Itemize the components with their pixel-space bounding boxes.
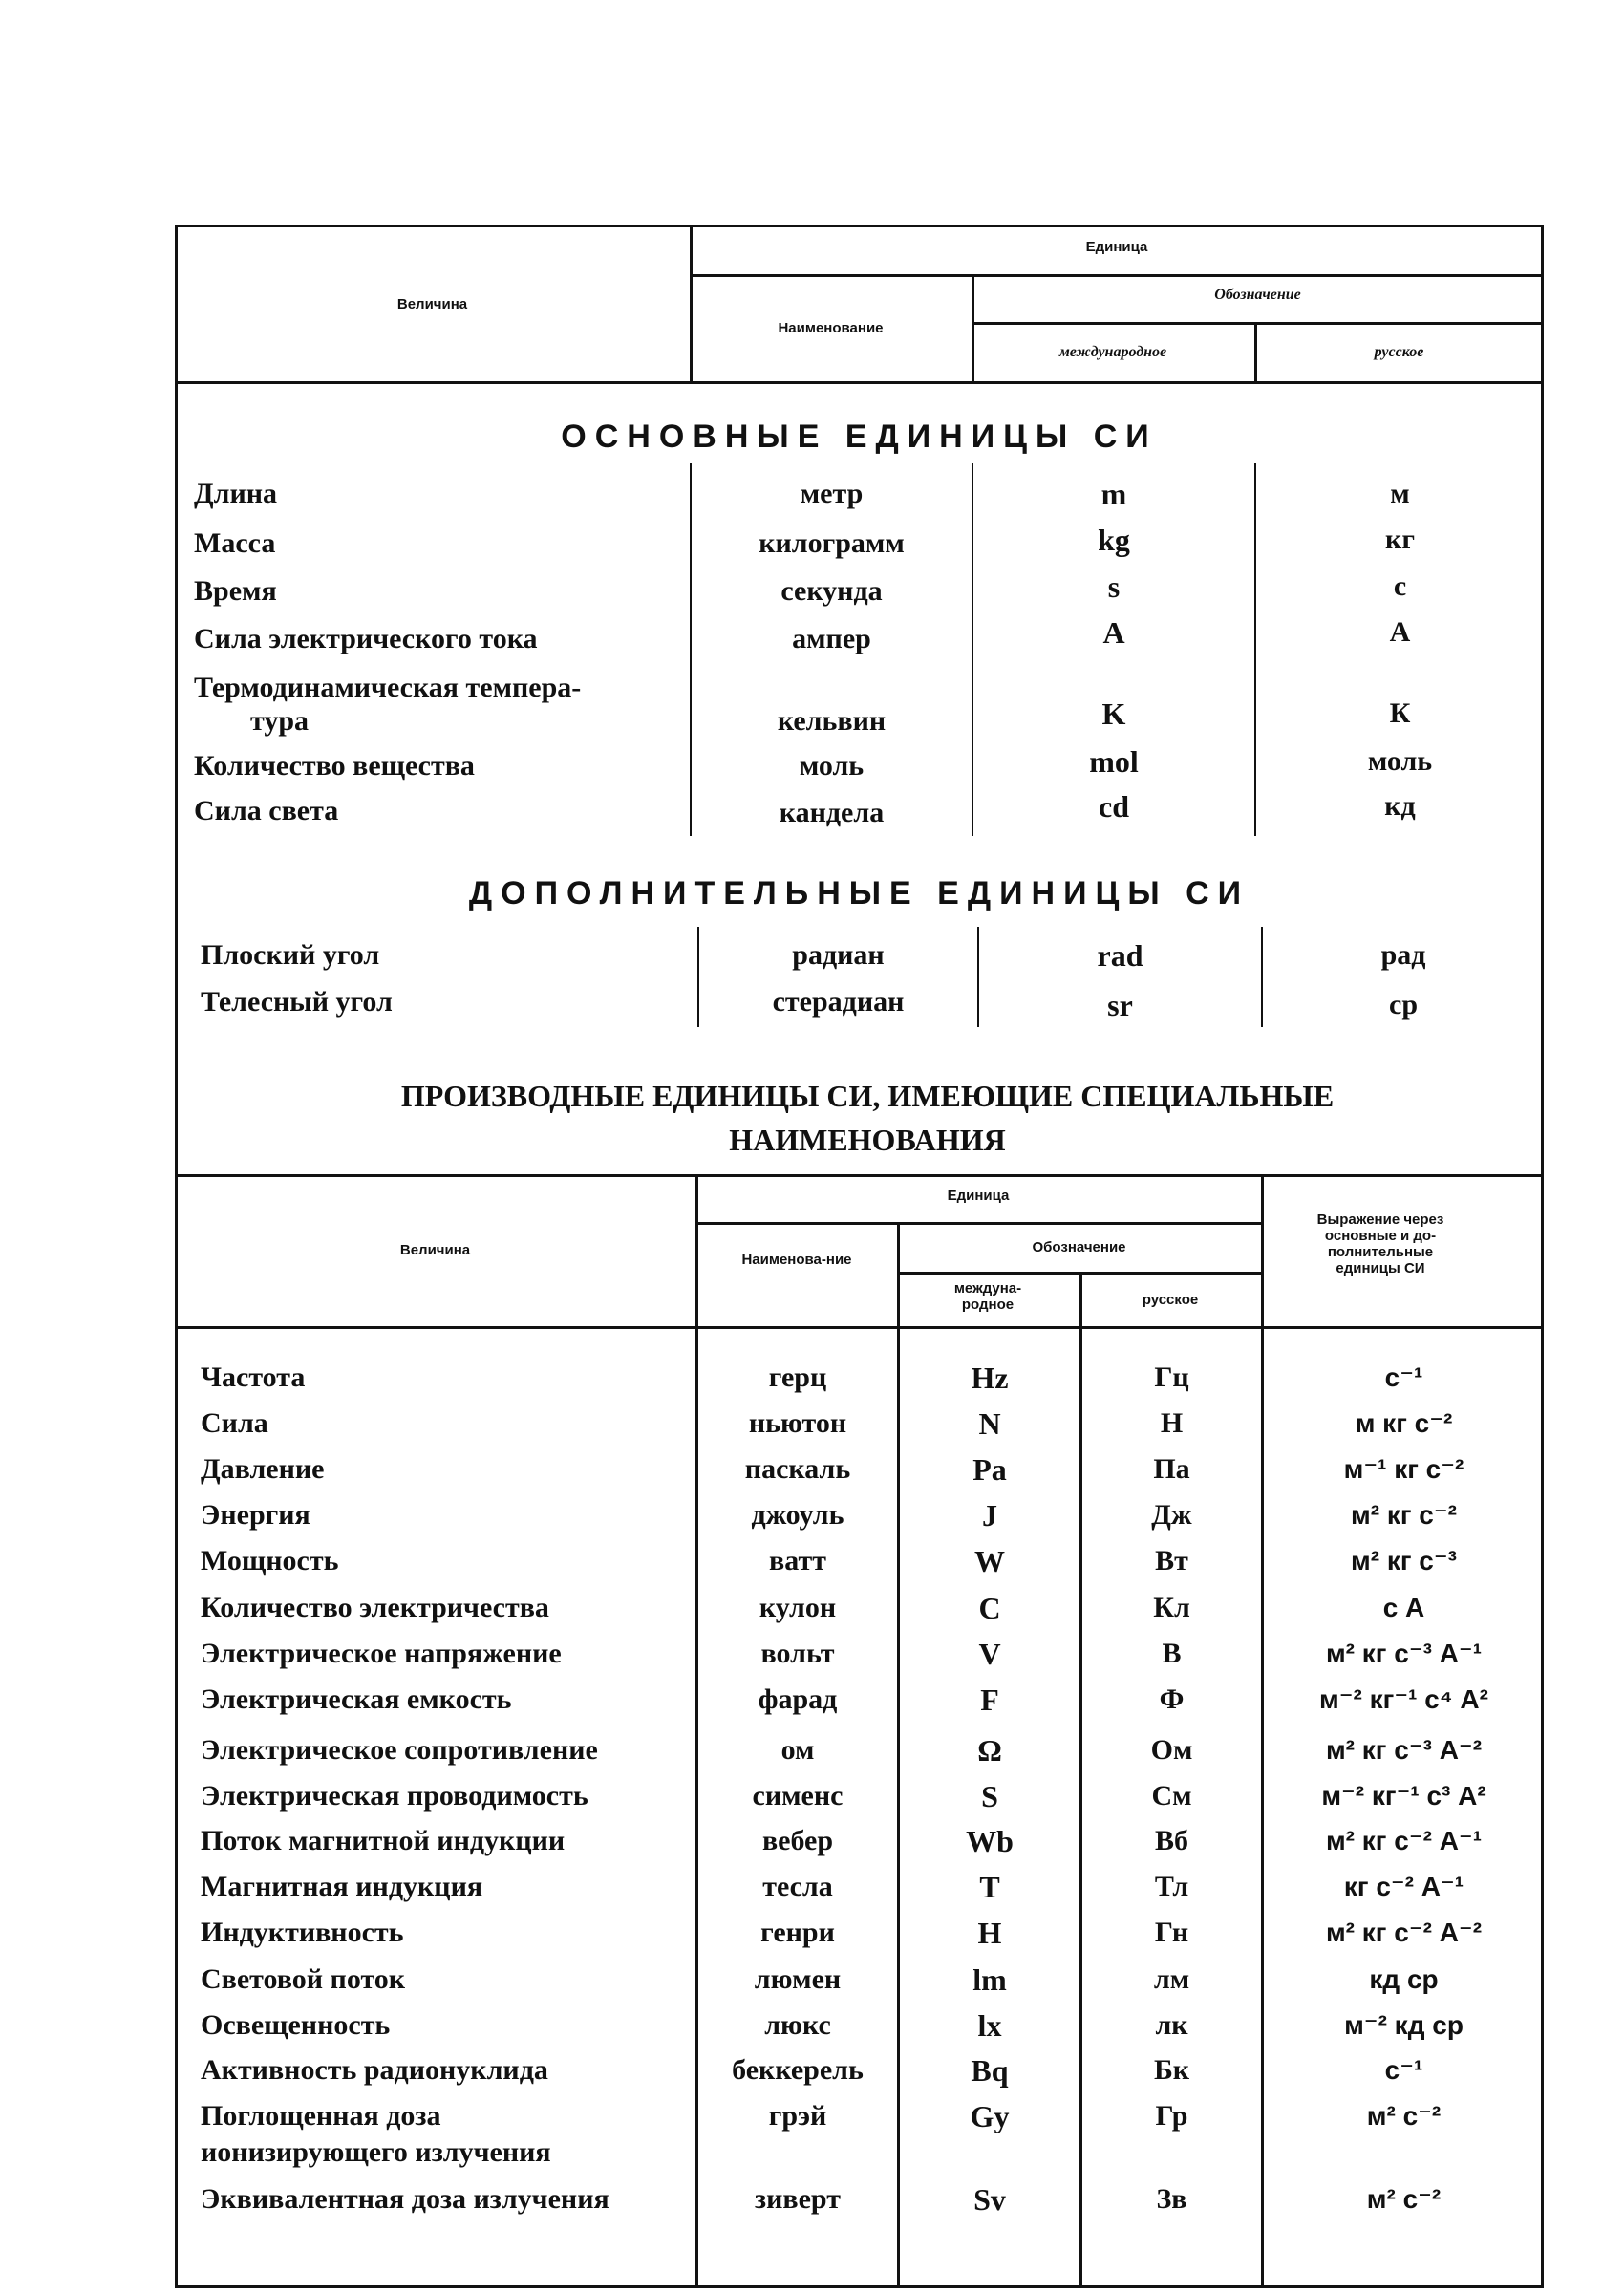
derived-row-expr: м² с⁻²: [1366, 2184, 1442, 2214]
header1-international: международное: [1058, 344, 1167, 360]
derived-row-intl: S: [981, 1779, 998, 1813]
derived-row-intl: T: [979, 1870, 1000, 1904]
derived-row-intl: C: [978, 1591, 1001, 1625]
derived-row-intl: N: [978, 1406, 1001, 1441]
derived-row-rus: Гц: [1154, 1361, 1189, 1393]
header2-russian: русское: [1142, 1292, 1199, 1308]
derived-row-name: сименс: [752, 1780, 844, 1812]
derived-row-expr: кд ср: [1369, 1964, 1439, 1994]
base-row-intl: s: [1107, 569, 1121, 604]
section-derived-title-line2: НАИМЕНОВАНИЯ: [729, 1123, 1006, 1157]
base-row-name: моль: [799, 750, 865, 782]
derived-row-expr: м⁻² кд ср: [1344, 2010, 1464, 2040]
supp-row-quantity: Плоский угол: [201, 939, 380, 971]
derived-row-expr: м² кг с⁻²: [1351, 1500, 1457, 1530]
header1-symbol: Обозначение: [1214, 287, 1301, 303]
base-row-rus: с: [1393, 570, 1407, 602]
derived-row-expr: м² кг с⁻³: [1351, 1546, 1457, 1576]
header1-name: Наименование: [778, 320, 884, 336]
derived-row-expr: м² кг с⁻² А⁻²: [1325, 1918, 1483, 1947]
derived-row-expr: м² кг с⁻² А⁻¹: [1325, 1826, 1483, 1855]
derived-row-rus: Бк: [1153, 2054, 1190, 2086]
base-row-intl: kg: [1098, 523, 1130, 557]
derived-row-expr: м⁻¹ кг с⁻²: [1343, 1454, 1464, 1484]
derived-row-expr: с⁻¹: [1384, 1362, 1423, 1392]
header1-russian: русское: [1374, 344, 1424, 360]
derived-row-quantity: Активность радионуклида: [201, 2054, 548, 2086]
derived-row-quantity: Световой поток: [201, 1963, 406, 1995]
derived-row-rus: Па: [1153, 1453, 1190, 1485]
derived-row-intl: Ω: [977, 1733, 1002, 1768]
header1-bottom-line: [175, 381, 1544, 384]
derived-row-intl: lm: [972, 1962, 1007, 1997]
base-row-intl: mol: [1089, 744, 1139, 779]
derived-row-quantity: Частота: [201, 1361, 306, 1393]
derived-row-name: тесла: [762, 1871, 833, 1902]
header2-unit: Единица: [947, 1188, 1010, 1204]
base-row-name: килограмм: [759, 527, 905, 559]
derived-row-expr: м² кг с⁻³ А⁻¹: [1325, 1639, 1483, 1668]
derived-row-name: джоуль: [751, 1499, 844, 1531]
derived-row-expr: кг с⁻² А⁻¹: [1343, 1872, 1464, 1901]
derived-row-rus: В: [1162, 1638, 1182, 1669]
derived-row-quantity: Энергия: [201, 1499, 310, 1531]
derived-row-intl: H: [977, 1916, 1002, 1950]
derived-row-rus: Ф: [1159, 1683, 1185, 1715]
base-row-quantity-cont: тура: [250, 705, 310, 737]
base-row-rus: кд: [1384, 790, 1416, 822]
header2-bottom-line: [175, 1326, 1544, 1329]
supp-row-intl: rad: [1097, 938, 1143, 973]
base-row-quantity: Длина: [194, 478, 278, 509]
base-row-quantity: Термодинамическая темпера-: [194, 672, 582, 703]
derived-row-name: ватт: [769, 1545, 826, 1576]
derived-row-intl: J: [982, 1498, 997, 1533]
section-supp-title: ДОПОЛНИТЕЛЬНЫЕ ЕДИНИЦЫ СИ: [468, 875, 1250, 911]
supp-row-rus: рад: [1380, 939, 1426, 971]
header2-international: междуна-родное: [953, 1280, 1022, 1313]
base-row-name: кандела: [779, 797, 885, 828]
derived-row-expr: м⁻² кг⁻¹ с⁴ А²: [1319, 1684, 1488, 1714]
derived-row-intl: Gy: [970, 2099, 1010, 2133]
supp-row-rus: ср: [1389, 989, 1418, 1020]
base-row-quantity: Количество вещества: [194, 750, 475, 782]
derived-row-expr: м² кг с⁻³ А⁻²: [1325, 1735, 1483, 1765]
derived-row-rus: Дж: [1151, 1499, 1192, 1531]
header2-quantity: Величина: [399, 1242, 471, 1258]
derived-row-rus: Кл: [1153, 1592, 1190, 1623]
derived-row-quantity: Поглощенная доза: [201, 2100, 441, 2132]
base-row-intl: A: [1102, 615, 1125, 650]
derived-row-name: генри: [760, 1917, 835, 1948]
header2-expression: Выражение через основные и до-полнительные единицы СИ: [1316, 1211, 1444, 1276]
base-row-intl: K: [1101, 697, 1126, 731]
derived-row-intl: lx: [977, 2008, 1002, 2043]
derived-row-quantity: Электрическое сопротивление: [201, 1734, 598, 1766]
base-row-name: секунда: [780, 575, 883, 607]
derived-row-quantity: Освещенность: [201, 2009, 391, 2041]
header1-line-unit: [690, 274, 1544, 277]
section-derived-title-line1: ПРОИЗВОДНЫЕ ЕДИНИЦЫ СИ, ИМЕЮЩИЕ СПЕЦИАЛЬНЫЕ: [400, 1079, 1335, 1113]
header2-symbol: Обозначение: [1032, 1239, 1126, 1255]
derived-row-intl: Hz: [971, 1361, 1009, 1395]
derived-row-name: зиверт: [755, 2183, 841, 2215]
header1-unit: Единица: [1085, 239, 1148, 255]
base-row-rus: кг: [1385, 524, 1415, 555]
supp-row-name: стерадиан: [772, 986, 905, 1018]
header2-name: Наименова-ние: [741, 1252, 852, 1268]
header1-quantity: Величина: [396, 296, 468, 312]
derived-row-rus: Гн: [1154, 1917, 1189, 1948]
derived-row-quantity: Количество электричества: [201, 1592, 549, 1623]
derived-row-intl: F: [980, 1683, 999, 1717]
derived-row-intl: Wb: [966, 1824, 1014, 1858]
header2-line-unit: [695, 1222, 1261, 1225]
derived-row-quantity: Мощность: [201, 1545, 339, 1576]
base-row-rus: К: [1389, 697, 1411, 729]
base-row-quantity: Масса: [194, 527, 276, 559]
derived-row-quantity: Давление: [201, 1453, 325, 1485]
derived-row-rus: Вб: [1154, 1825, 1188, 1856]
derived-row-expr: м⁻² кг⁻¹ с³ А²: [1321, 1781, 1486, 1811]
derived-row-rus: Н: [1160, 1407, 1184, 1439]
section-base-divider-3: [1254, 463, 1256, 836]
supp-row-name: радиан: [792, 939, 885, 971]
derived-row-intl: W: [974, 1544, 1005, 1578]
base-row-quantity: Сила электрического тока: [194, 623, 538, 654]
base-row-name: ампер: [792, 623, 871, 654]
supp-row-quantity: Телесный угол: [201, 986, 393, 1018]
derived-row-quantity: Магнитная индукция: [201, 1871, 483, 1902]
derived-row-rus: лк: [1155, 2009, 1188, 2041]
header1-line-symbol: [972, 322, 1544, 325]
derived-row-quantity: Индуктивность: [201, 1917, 404, 1948]
base-row-rus: моль: [1367, 745, 1433, 777]
derived-row-quantity: Электрическая емкость: [201, 1683, 512, 1715]
derived-row-name: ньютон: [748, 1407, 847, 1439]
derived-row-intl: Pa: [972, 1452, 1007, 1487]
derived-row-rus: Вт: [1155, 1545, 1188, 1576]
derived-row-name: грэй: [768, 2100, 827, 2132]
derived-row-quantity: Поток магнитной индукции: [201, 1825, 566, 1856]
derived-row-quantity: Электрическая проводимость: [201, 1780, 588, 1812]
derived-row-name: фарад: [758, 1683, 838, 1715]
derived-row-quantity: Эквивалентная доза излучения: [201, 2183, 609, 2215]
derived-row-quantity: Электрическое напряжение: [201, 1638, 562, 1669]
derived-row-intl: Bq: [971, 2053, 1009, 2088]
derived-row-intl: V: [978, 1637, 1001, 1671]
derived-row-rus: лм: [1153, 1963, 1190, 1995]
supp-row-intl: sr: [1107, 988, 1133, 1022]
derived-row-name: ом: [780, 1734, 815, 1766]
derived-row-name: люмен: [754, 1963, 842, 1995]
derived-row-name: паскаль: [744, 1453, 851, 1485]
base-row-rus: А: [1389, 616, 1411, 648]
section-base-divider-2: [972, 463, 973, 836]
header2-top-line: [175, 1174, 1544, 1177]
derived-row-name: люкс: [764, 2009, 831, 2041]
derived-row-rus: Зв: [1156, 2183, 1187, 2215]
derived-row-expr: с А: [1382, 1593, 1425, 1622]
derived-row-rus: См: [1151, 1780, 1192, 1812]
base-row-name: метр: [800, 478, 864, 509]
derived-row-rus: Ом: [1150, 1734, 1193, 1766]
base-row-intl: cd: [1099, 789, 1129, 824]
base-row-name: кельвин: [777, 705, 887, 737]
derived-row-expr: м² с⁻²: [1366, 2101, 1442, 2131]
base-row-quantity: Время: [194, 575, 277, 607]
derived-row-name: вебер: [761, 1825, 834, 1856]
derived-row-quantity: Сила: [201, 1407, 268, 1439]
derived-row-intl: Sv: [973, 2182, 1006, 2217]
derived-row-name: кулон: [759, 1592, 837, 1623]
derived-row-quantity-cont: ионизирующего излучения: [201, 2136, 551, 2168]
base-row-quantity: Сила света: [194, 795, 339, 826]
base-row-rus: м: [1390, 478, 1410, 509]
derived-row-expr: с⁻¹: [1384, 2055, 1423, 2085]
base-row-intl: m: [1100, 477, 1127, 511]
derived-row-rus: Гр: [1155, 2100, 1188, 2132]
derived-row-name: герц: [768, 1361, 827, 1393]
derived-row-name: вольт: [760, 1638, 835, 1669]
derived-row-expr: м кг с⁻²: [1355, 1408, 1453, 1438]
derived-row-name: беккерель: [732, 2054, 864, 2086]
section-base-title: ОСНОВНЫЕ ЕДИНИЦЫ СИ: [561, 418, 1158, 455]
derived-row-rus: Тл: [1154, 1871, 1189, 1902]
